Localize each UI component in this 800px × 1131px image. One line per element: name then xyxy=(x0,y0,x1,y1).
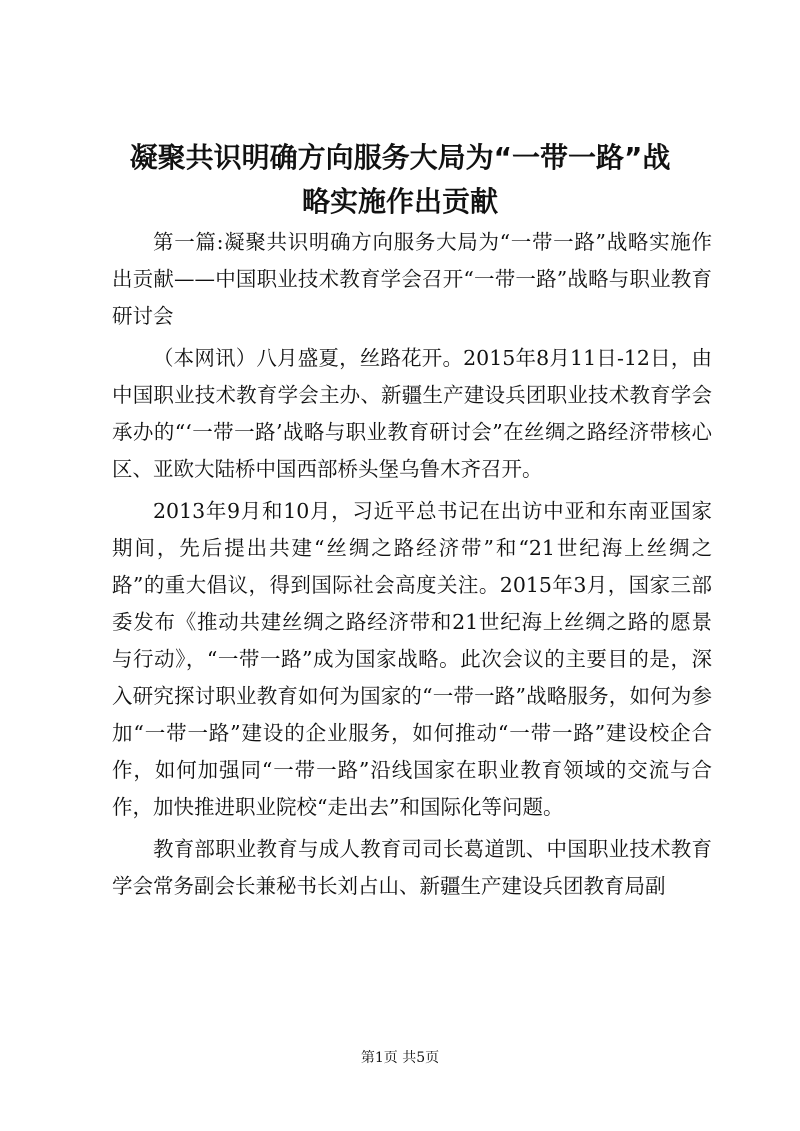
document-title xyxy=(100,136,700,224)
paragraph-1: 第一篇:凝聚共识明确方向服务大局为“一带一路”战略实施作出贡献——中国职业技术教育学会召开“一带一路”战略与职业教育研讨会 xyxy=(112,230,712,328)
document-body xyxy=(112,224,712,910)
title-line-2: 略实施作出贡献 xyxy=(301,185,498,218)
paragraph-2: （本网讯）八月盛夏，丝路花开。2015年8月11日-12日，由中国职业技术教育学会主办、新疆生产建设兵团职业技术教育学会承办的“‘一带一路’战略与职业教育研讨会”在丝绸之路经济带核心区、亚欧大陆桥中国西部桥头堡乌鲁木齐召开。 xyxy=(112,346,712,481)
paragraph-3: 2013年9月和10月，习近平总书记在出访中亚和东南亚国家期间，先后提出共建“丝绸之路经济带”和“21世纪海上丝绸之路”的重大倡议，得到国际社会高度关注。2015年3月，国家三部委发布《推动共建丝绸之路经济带和21世纪海上丝绸之路的愿景与行动》，“一带一路”成为国家战略。此次会议的主要目的是，深入研究探讨职业教育如何为国家的“一带一路”战略服务，如何为参加“一带一路”建设的企业服务，如何推动“一带一路”建设校企合作，如何加强同“一带一路”沿线国家在职业教育领域的交流与合作，加快推进职业院校“走出去”和国际化等问题。 xyxy=(112,499,712,819)
title-line-1: 凝聚共识明确方向服务大局为“一带一路”战 xyxy=(129,141,671,174)
page-footer: 第1页 共5页 xyxy=(360,1050,440,1066)
paragraph-4: 教育部职业教育与成人教育司司长葛道凯、中国职业技术教育学会常务副会长兼秘书长刘占山、新疆生产建设兵团教育局副 xyxy=(112,837,712,898)
